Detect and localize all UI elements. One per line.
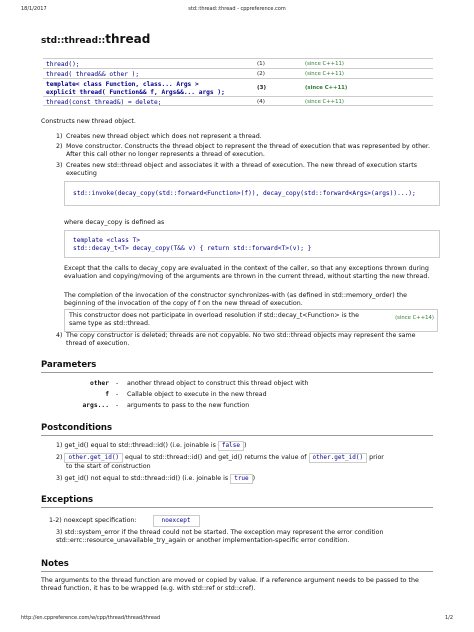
noexcept-badge: noexcept: [153, 515, 200, 527]
param-dash: -: [116, 380, 119, 387]
true-badge: true: [230, 474, 252, 484]
signature-number: (3): [257, 85, 267, 91]
completion-paragraph: The completion of the invocation of the constructor synchronizes-with (as defined in std::memory_order) the beginning of the invocation of the copy of f on the new thread of execution.: [64, 292, 408, 308]
signature-table: [43, 58, 433, 106]
code-block-decay-copy: [64, 230, 440, 258]
section-divider: [41, 435, 433, 436]
section-divider: [41, 372, 433, 373]
postcondition-text: 2): [56, 454, 65, 461]
param-desc: arguments to pass to the new function: [127, 402, 250, 409]
signature-row: [43, 58, 433, 68]
print-header: [21, 6, 453, 14]
since-badge: (since C++11): [305, 99, 344, 105]
item-number: 1): [56, 133, 63, 140]
param-dash: -: [116, 402, 119, 409]
item-number: 2): [56, 143, 63, 150]
signature-row: [43, 68, 433, 78]
param-row: [41, 402, 441, 411]
decay-copy-label: where decay_copy is defined as: [64, 219, 165, 226]
signature-code: thread();: [46, 61, 80, 68]
param-name: args...: [82, 402, 109, 409]
signature-code: thread( thread&& other );: [46, 71, 140, 78]
param-row: [41, 391, 441, 400]
postcondition-text: ): [243, 442, 247, 449]
notes-heading: Notes: [41, 559, 69, 569]
param-name: f: [105, 391, 109, 398]
print-url: http://en.cppreference.com/w/cpp/thread/thread/thread: [21, 615, 161, 621]
signature-code: thread(const thread&) = delete;: [46, 99, 162, 106]
parameters-heading: Parameters: [41, 360, 97, 370]
code-block-invoke: [64, 181, 440, 206]
title-prefix: std::thread::: [41, 36, 106, 46]
signature-row: [43, 96, 433, 106]
param-name: other: [90, 380, 109, 387]
postconditions-heading: Postconditions: [41, 423, 113, 433]
param-dash: -: [116, 391, 119, 398]
title-name: thread: [105, 32, 151, 46]
item-text: Creates new thread object which does not represent a thread.: [66, 133, 262, 140]
param-desc: another thread object to construct this thread object with: [127, 380, 309, 387]
exceptions-heading: Exceptions: [41, 495, 94, 505]
signature-row: [43, 78, 433, 96]
notes-text: The arguments to the thread function are moved or copied by value. If a reference argument needs to be passed to the thread function, it has to be wrapped (e.g. with std::ref or std::cref).: [41, 577, 419, 593]
signature-code: explicit thread( Function&& f, Args&&... args );: [46, 89, 225, 97]
noexcept-line: [49, 515, 200, 527]
item-number: 4): [56, 332, 63, 339]
print-page-title: std::thread::thread - cppreference.com: [188, 6, 286, 12]
postcondition-3: [56, 474, 255, 484]
exception-3-text: 3) std::system_error if the thread could not be started. The exception may represent the error condition std::errc::resource_unavailable_try_again or another implementation-specific error condition.: [56, 529, 384, 545]
item-text: The copy constructor is deleted; threads are not copyable. No two std::thread objects may represent the same thread of execution.: [66, 332, 416, 348]
noexcept-label: 1-2) noexcept specification:: [49, 517, 137, 524]
postcondition-2: [56, 453, 436, 471]
code-line: std::decay_t<T> decay_copy(T&& v) { return std::forward<T>(v); }: [73, 245, 312, 253]
item-text: Creates new std::thread object and associates it with a thread of execution. The new thread of execution starts executing: [66, 162, 417, 178]
postcondition-text: ): [252, 475, 256, 482]
signature-code: template< class Function, class... Args >: [46, 81, 199, 88]
since-badge: (since C++11): [305, 61, 344, 67]
postcondition-text: 1) get_id() equal to std::thread::id() (i.e. joinable is: [56, 442, 218, 449]
item-number: 3): [56, 162, 63, 169]
list-item: [56, 332, 432, 352]
code-badge: other.get_id(): [309, 453, 368, 463]
print-page-number: 1/2: [444, 615, 453, 621]
except-paragraph: Except that the calls to decay_copy are evaluated in the context of the caller, so that any exceptions thrown during evaluation and copying/moving of the arguments are thrown in the current thread, without starting the new thread.: [64, 265, 430, 281]
print-footer: [21, 615, 453, 623]
signature-number: (4): [257, 99, 265, 105]
list-item: [56, 133, 432, 143]
postcondition-text: 3) get_id() not equal to std::thread::id() (i.e. joinable is: [56, 475, 231, 482]
signature-number: (2): [257, 71, 265, 77]
param-row: [41, 380, 441, 389]
list-item: [56, 162, 432, 182]
param-desc: Callable object to execute in the new thread: [127, 391, 267, 398]
overload-note: [64, 309, 438, 332]
signature-number: (1): [257, 61, 265, 67]
code-line: template <class T>: [73, 237, 141, 244]
code-line: std::invoke(decay_copy(std::forward<Function>(f)), decay_copy(std::forward<Args>(args))...);: [73, 190, 416, 197]
page-title: [41, 32, 150, 48]
intro-text: Constructs new thread object.: [41, 118, 136, 125]
section-divider: [41, 507, 433, 508]
item-text: Move constructor. Constructs the thread object to represent the thread of execution that was represented by other. After this call other no longer represents a thread of execution.: [66, 143, 430, 159]
section-divider: [41, 571, 433, 572]
false-badge: false: [218, 441, 244, 451]
since-badge: (since C++11): [305, 85, 348, 91]
code-badge: other.get_id(): [64, 453, 123, 463]
postcondition-text: prior: [367, 454, 384, 461]
overload-note-text: This constructor does not participate in overload resolution if std::decay_t<Function> is the same type as std::thread.: [69, 312, 359, 328]
list-item: [56, 143, 432, 163]
postcondition-text: to the start of construction: [66, 462, 151, 470]
postcondition-text: equal to std::thread::id() and get_id() returns the value of: [123, 454, 309, 461]
print-date: 18/1/2017: [21, 6, 47, 12]
postcondition-1: [56, 441, 246, 451]
since-badge: (since C++11): [305, 71, 344, 77]
since-badge: (since C++14): [395, 315, 434, 321]
